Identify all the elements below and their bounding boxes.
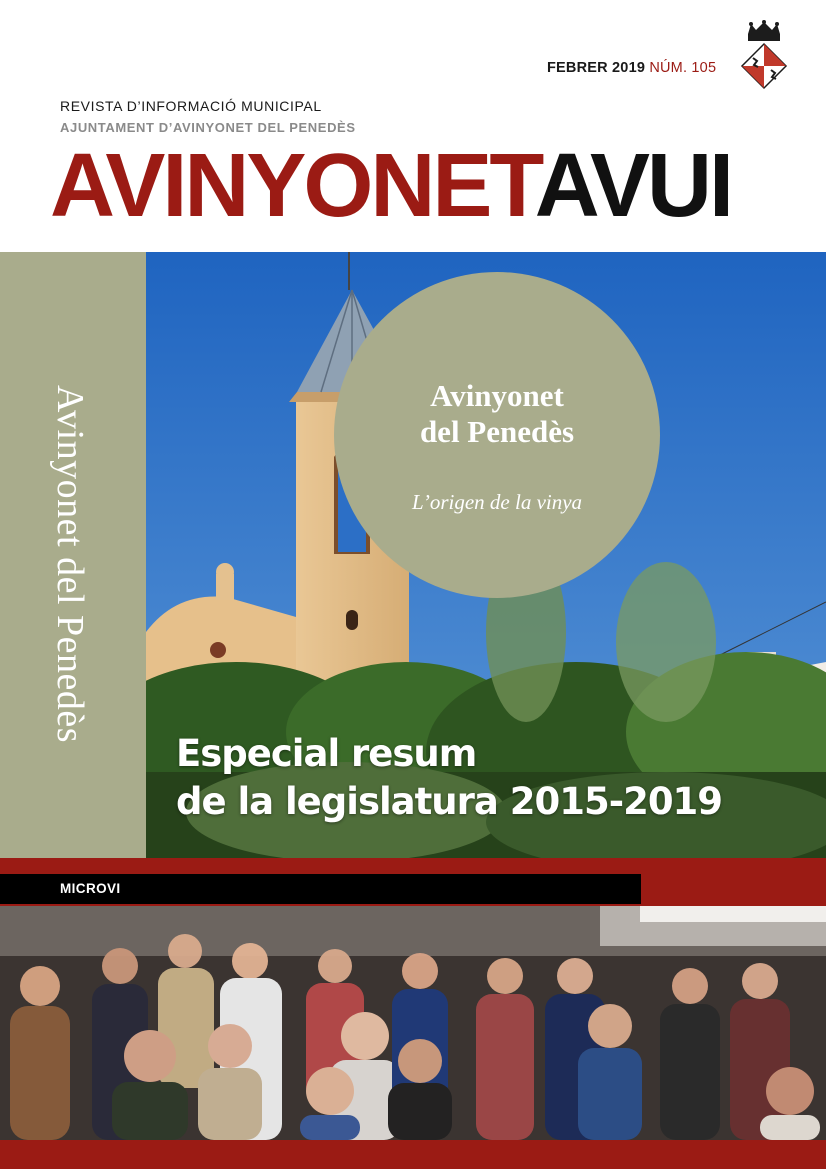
book-title-line1: Avinyonet bbox=[430, 378, 564, 413]
issue-info bbox=[547, 60, 716, 76]
issue-number: NÚM. 105 bbox=[649, 60, 717, 76]
book-title bbox=[334, 378, 660, 450]
cover-headline-line1: Especial resum bbox=[176, 732, 477, 775]
cover-headline bbox=[176, 730, 722, 826]
bottom-red-band bbox=[0, 1140, 826, 1169]
magazine-tagline: REVISTA D’INFORMACIÓ MUNICIPAL bbox=[60, 98, 322, 114]
municipal-crest-icon bbox=[738, 20, 790, 92]
spine-text: Avinyonet del Penedès bbox=[49, 384, 91, 744]
section-label: MICROVI bbox=[60, 881, 121, 896]
masthead bbox=[50, 136, 732, 236]
book-title-line2: del Penedès bbox=[419, 414, 575, 449]
issue-date: FEBRER 2019 bbox=[547, 60, 646, 76]
cover-headline-line2: de la legislatura 2015-2019 bbox=[176, 780, 723, 823]
masthead-part2: AVUI bbox=[534, 136, 732, 236]
book-subtitle: L’origen de la vinya bbox=[411, 490, 583, 514]
crowd-photo bbox=[0, 906, 826, 1140]
publisher-name: AJUNTAMENT D’AVINYONET DEL PENEDÈS bbox=[60, 120, 356, 135]
masthead-part1: AVINYONET bbox=[50, 136, 535, 236]
cover-photo bbox=[0, 252, 826, 858]
book-spine bbox=[0, 252, 146, 858]
